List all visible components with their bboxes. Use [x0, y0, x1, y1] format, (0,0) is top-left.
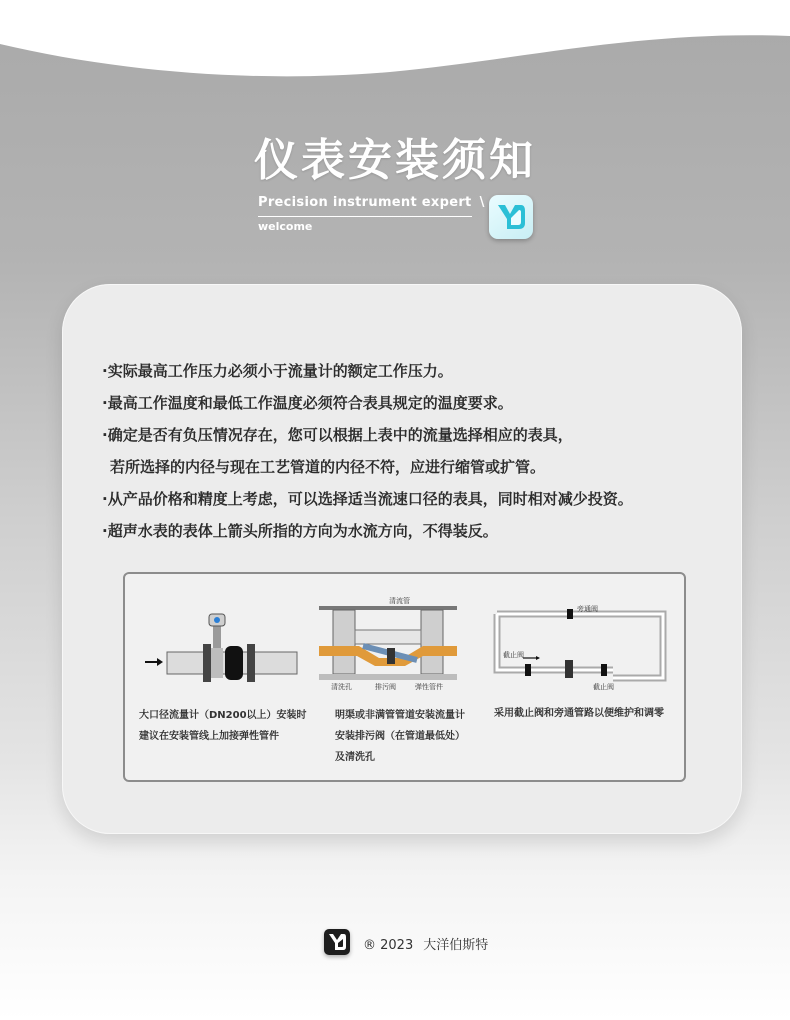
yd-logo-icon: [495, 201, 527, 233]
footer-logo: [324, 929, 350, 955]
panel2-caption-line3: 及清洗孔: [335, 752, 375, 763]
footer-text: [363, 934, 498, 953]
notes-list: [102, 356, 742, 548]
top-wave-decoration: [0, 0, 790, 90]
note-item-continued: 若所选择的内径与现在工艺管道的内径不符，应进行缩管或扩管。: [110, 458, 546, 476]
panel1-caption-line2: 建议在安装管线上加接弹性管件: [139, 731, 279, 742]
company-name: 大洋伯斯特: [423, 938, 489, 953]
yd-logo-icon: [324, 929, 350, 955]
panel3-caption-line1: 采用截止阀和旁通管路以便维护和调零: [494, 708, 664, 719]
panel3-label-stop-right: 截止阀: [593, 683, 614, 691]
note-item: ·实际最高工作压力必须小于流量计的额定工作压力。: [102, 362, 453, 380]
subtitle-mark: \: [479, 195, 485, 210]
welcome-text: welcome: [258, 220, 313, 233]
subtitle-text: Precision instrument expert: [258, 195, 472, 210]
copyright: ® 2023: [363, 938, 414, 953]
page-title: 仪表安装须知: [254, 135, 536, 186]
subtitle: [258, 195, 485, 210]
note-item: ·确定是否有负压情况存在，您可以根据上表中的流量选择相应的表具，: [102, 426, 573, 444]
flowmeter-flexible-joint-diagram: [139, 608, 299, 698]
panel2-label-drain: 排污阀: [375, 683, 396, 691]
subtitle-divider: [258, 216, 472, 217]
panel1-caption-line1: 大口径流量计（DN200以上）安装时: [139, 710, 307, 721]
installation-diagrams: [123, 572, 686, 782]
panel2-caption-line1: 明渠或非满管管道安装流量计: [335, 710, 465, 721]
note-item: ·最高工作温度和最低工作温度必须符合表具规定的温度要求。: [102, 394, 513, 412]
panel2-label-flex: 弹性管件: [415, 683, 443, 691]
panel2-label-top: 清流管: [389, 597, 410, 605]
panel2-caption-line2: 安装排污阀（在管道最低处）: [335, 731, 465, 742]
note-item: ·超声水表的表体上箭头所指的方向为水流方向，不得装反。: [102, 522, 498, 540]
panel2-label-clean: 清洗孔: [331, 683, 352, 691]
panel3-label-stop-left: 截止阀: [503, 651, 524, 659]
note-item: ·从产品价格和精度上考虑，可以选择适当流速口径的表具，同时相对减少投资。: [102, 490, 633, 508]
brand-logo: [489, 195, 533, 239]
open-channel-installation-diagram: [319, 600, 459, 694]
panel3-label-bypass: 旁通阀: [577, 605, 598, 613]
